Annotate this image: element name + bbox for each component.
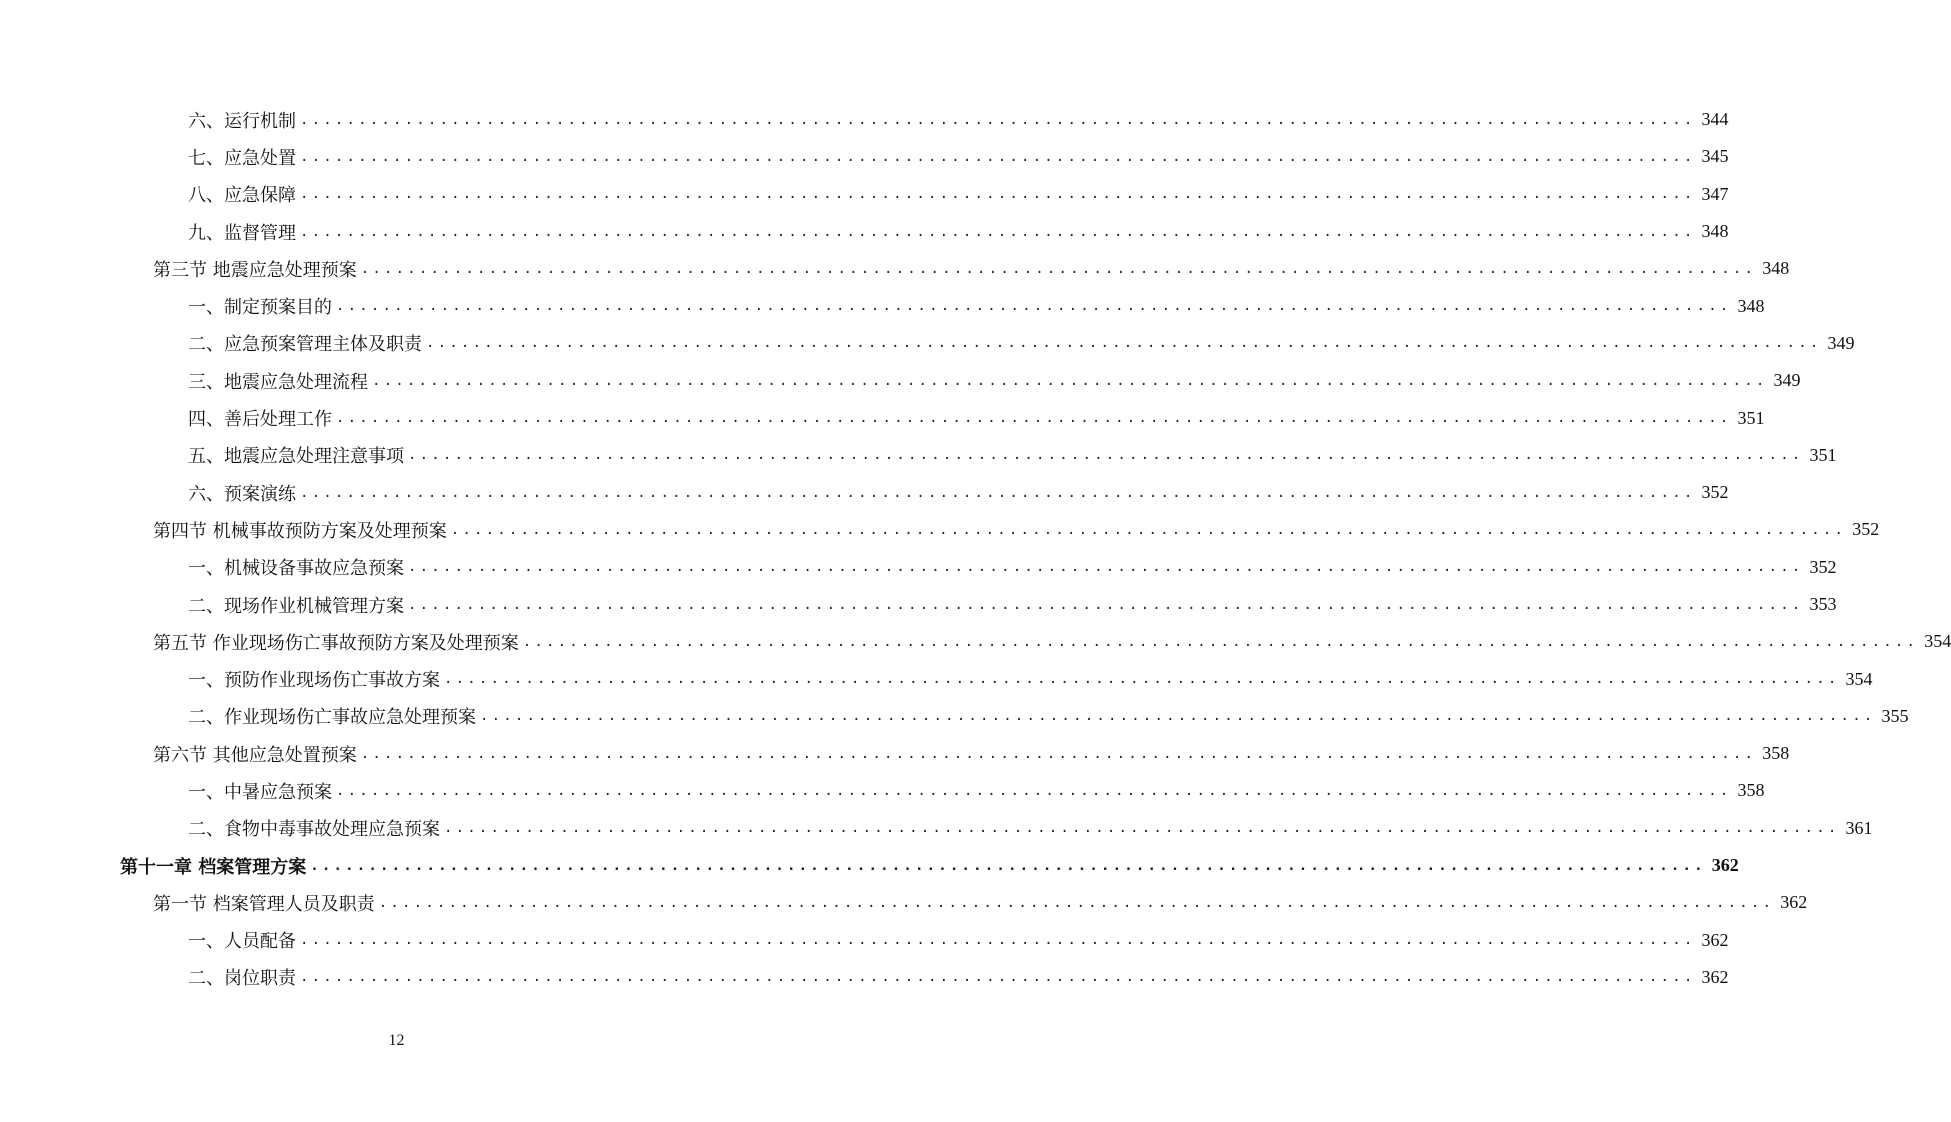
dot-leader: ........................................................................................................................ — [300, 186, 1696, 203]
toc-entry-title: 三、地震应急处理流程 — [188, 368, 372, 394]
dot-leader: ........................................................................................................................ — [300, 111, 1696, 128]
toc-entry-title: 五、地震应急处理注意事项 — [188, 442, 408, 468]
toc-subsection-entry[interactable] — [0, 362, 1801, 399]
toc-entry-page: 362 — [1780, 892, 1808, 913]
toc-entry-title: 七、应急处置 — [188, 144, 300, 170]
dot-leader: ........................................................................................................................ — [300, 484, 1696, 501]
toc-entry-title: 二、现场作业机械管理方案 — [188, 592, 408, 618]
toc-entry-page: 362 — [1711, 855, 1739, 876]
toc-subsection-entry[interactable] — [0, 922, 1729, 959]
toc-subsection-entry[interactable] — [0, 213, 1729, 250]
toc-entry-page: 348 — [1701, 221, 1729, 242]
page-number: 12 — [388, 1032, 405, 1049]
toc-subsection-entry[interactable] — [0, 698, 1909, 735]
toc-entry-title: 九、监督管理 — [188, 219, 300, 245]
toc-entry-title: 第一节 档案管理人员及职责 — [153, 890, 379, 916]
toc-entry-title: 一、机械设备事故应急预案 — [188, 554, 408, 580]
toc-entry-page: 344 — [1701, 109, 1729, 130]
toc-entry-title: 第十一章 档案管理方案 — [120, 853, 310, 879]
toc-entry-page: 345 — [1701, 146, 1729, 167]
toc-subsection-entry[interactable] — [0, 138, 1729, 175]
dot-leader: ........................................................................................................................ — [408, 596, 1804, 613]
toc-entry-page: 358 — [1737, 780, 1765, 801]
toc-entry-page: 362 — [1701, 966, 1729, 987]
toc-entry-title: 四、善后处理工作 — [188, 405, 336, 431]
dot-leader: ........................................................................................................................ — [310, 857, 1706, 874]
dot-leader: ........................................................................................................................ — [378, 894, 1775, 911]
dot-leader: ........................................................................................................................ — [426, 335, 1822, 352]
dot-leader: ........................................................................................................................ — [360, 260, 1757, 277]
toc-entry-title: 六、预案演练 — [188, 480, 300, 506]
dot-leader: ........................................................................................................................ — [360, 745, 1757, 762]
toc-entry-title: 二、应急预案管理主体及职责 — [188, 330, 426, 356]
toc-subsection-entry[interactable] — [0, 474, 1729, 511]
dot-leader: ........................................................................................................................ — [444, 671, 1840, 688]
dot-leader: ........................................................................................................................ — [336, 298, 1732, 315]
dot-leader: ........................................................................................................................ — [300, 148, 1696, 165]
toc-subsection-entry[interactable] — [0, 399, 1765, 436]
toc-subsection-entry[interactable] — [0, 437, 1837, 474]
toc-entry-page: 351 — [1809, 444, 1837, 465]
toc-entry-page: 354 — [1924, 631, 1951, 652]
toc-entry-page: 352 — [1809, 556, 1837, 577]
dot-leader: ........................................................................................................................ — [522, 633, 1919, 650]
toc-subsection-entry[interactable] — [0, 660, 1873, 697]
toc-entry-page: 348 — [1762, 258, 1790, 279]
toc-entry-title: 一、预防作业现场伤亡事故方案 — [188, 666, 444, 692]
toc-subsection-entry[interactable] — [0, 101, 1729, 138]
dot-leader: ........................................................................................................................ — [300, 969, 1696, 986]
toc-entry-title: 第四节 机械事故预防方案及处理预案 — [153, 517, 451, 543]
toc-subsection-entry[interactable] — [0, 810, 1873, 847]
toc-section-entry[interactable] — [0, 735, 1790, 772]
toc-entry-page: 349 — [1827, 332, 1855, 353]
toc-section-entry[interactable] — [0, 511, 1880, 548]
toc-entry-title: 第六节 其他应急处置预案 — [153, 741, 361, 767]
toc-entry-title: 第五节 作业现场伤亡事故预防方案及处理预案 — [153, 629, 523, 655]
toc-subsection-entry[interactable] — [0, 772, 1765, 809]
dot-leader: ........................................................................................................................ — [300, 223, 1696, 240]
toc-subsection-entry[interactable] — [0, 176, 1729, 213]
dot-leader: ........................................................................................................................ — [408, 559, 1804, 576]
dot-leader: ........................................................................................................................ — [450, 521, 1847, 538]
table-of-contents — [0, 101, 1951, 996]
toc-subsection-entry[interactable] — [0, 586, 1837, 623]
toc-entry-page: 349 — [1773, 370, 1801, 391]
toc-section-entry[interactable] — [0, 623, 1951, 660]
toc-entry-title: 二、岗位职责 — [188, 964, 300, 990]
toc-entry-title: 二、作业现场伤亡事故应急处理预案 — [188, 703, 480, 729]
toc-entry-title: 二、食物中毒事故处理应急预案 — [188, 815, 444, 841]
toc-subsection-entry[interactable] — [0, 959, 1729, 996]
dot-leader: ........................................................................................................................ — [336, 410, 1732, 427]
toc-entry-page: 361 — [1845, 817, 1873, 838]
toc-entry-title: 八、应急保障 — [188, 181, 300, 207]
toc-entry-page: 362 — [1701, 929, 1729, 950]
toc-entry-title: 一、人员配备 — [188, 927, 300, 953]
dot-leader: ........................................................................................................................ — [336, 782, 1732, 799]
dot-leader: ........................................................................................................................ — [480, 708, 1876, 725]
toc-entry-title: 六、运行机制 — [188, 107, 300, 133]
toc-section-entry[interactable] — [0, 250, 1790, 287]
dot-leader: ........................................................................................................................ — [408, 447, 1804, 464]
toc-entry-page: 352 — [1701, 482, 1729, 503]
toc-entry-page: 354 — [1845, 668, 1873, 689]
toc-subsection-entry[interactable] — [0, 325, 1855, 362]
toc-entry-page: 348 — [1737, 295, 1765, 316]
toc-subsection-entry[interactable] — [0, 287, 1765, 324]
toc-entry-page: 355 — [1881, 705, 1909, 726]
toc-chapter-entry[interactable] — [0, 847, 1739, 884]
toc-entry-title: 一、制定预案目的 — [188, 293, 336, 319]
toc-entry-page: 353 — [1809, 594, 1837, 614]
dot-leader: ........................................................................................................................ — [372, 372, 1768, 389]
dot-leader: ........................................................................................................................ — [300, 932, 1696, 949]
toc-entry-page: 351 — [1737, 407, 1765, 428]
toc-entry-page: 358 — [1762, 743, 1790, 764]
toc-section-entry[interactable] — [0, 884, 1808, 921]
toc-subsection-entry[interactable] — [0, 549, 1837, 586]
toc-entry-page: 347 — [1701, 183, 1729, 204]
dot-leader: ........................................................................................................................ — [444, 820, 1840, 837]
toc-entry-title: 第三节 地震应急处理预案 — [153, 256, 361, 282]
toc-entry-title: 一、中暑应急预案 — [188, 778, 336, 804]
toc-entry-page: 352 — [1852, 519, 1880, 540]
